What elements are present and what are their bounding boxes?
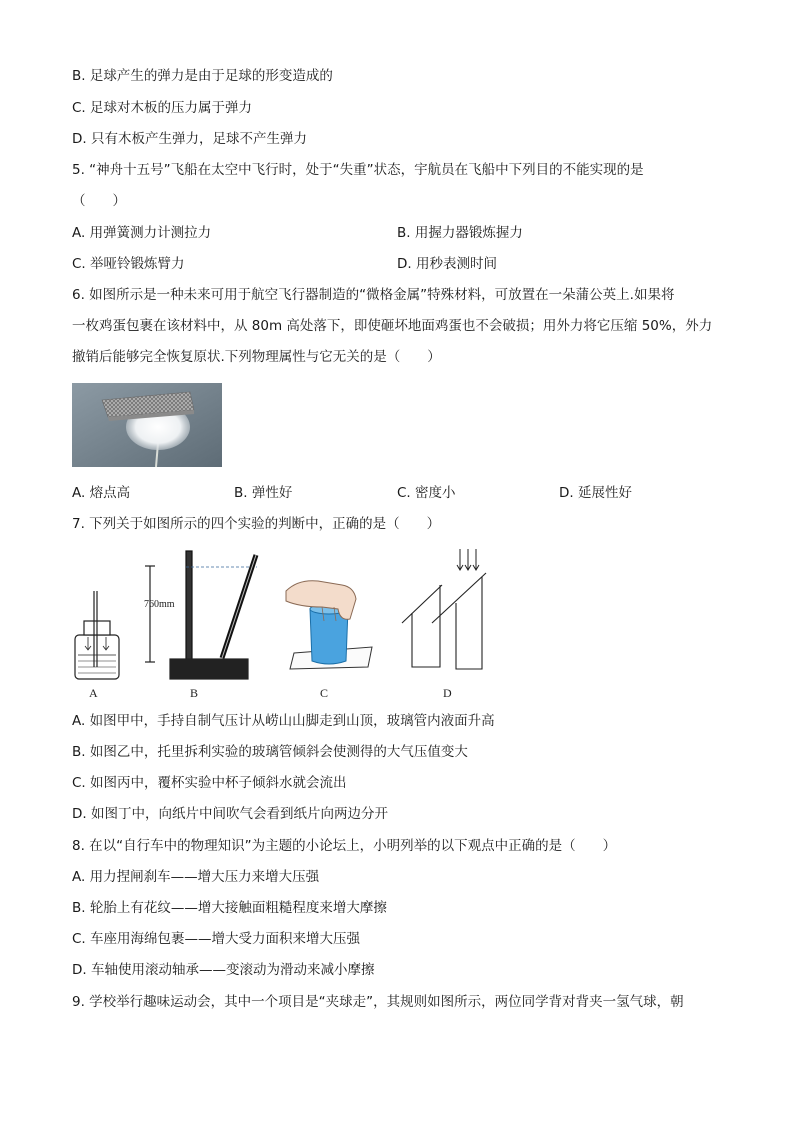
q4-option-c: C. 足球对木板的压力属于弹力 (72, 100, 253, 116)
q6-option-a: A. 熔点高 (72, 485, 131, 501)
q6-stem-line2: 一枚鸡蛋包裹在该材料中，从 80m 高处落下，即使砸坏地面鸡蛋也不会破损；用外力将它压缩 50%，外力 (72, 318, 713, 334)
q7-option-d: D. 如图丁中，向纸片中间吹气会看到纸片向两边分开 (72, 806, 388, 822)
q5-option-a: A. 用弹簧测力计测拉力 (72, 225, 212, 241)
q7-experiments-figure (72, 545, 512, 705)
q5-option-d: D. 用秒表测时间 (397, 256, 497, 272)
q6-stem-line1: 6. 如图所示是一种未来可用于航空飞行器制造的“微格金属”特殊材料，可放置在一朵蒲公英上.如果将 (72, 287, 675, 303)
q6-stem-line3: 撤销后能够完全恢复原状.下列物理属性与它无关的是（ ） (72, 349, 441, 365)
q8-option-c: C. 车座用海绵包裹——增大受力面积来增大压强 (72, 931, 361, 947)
q7-option-c: C. 如图丙中，覆杯实验中杯子倾斜水就会流出 (72, 775, 347, 791)
q4-option-d: D. 只有木板产生弹力，足球不产生弹力 (72, 131, 307, 147)
q5-option-b: B. 用握力器锻炼握力 (397, 225, 523, 241)
q6-option-c: C. 密度小 (397, 485, 456, 501)
q9-stem: 9. 学校举行趣味运动会，其中一个项目是“夹球走”，其规则如图所示，两位同学背对背夹一氢气球，朝 (72, 994, 684, 1010)
q5-stem: 5. “神舟十五号”飞船在太空中飞行时，处于“失重”状态，宇航员在飞船中下列目的不能实现的是 (72, 162, 644, 178)
barometer-bottle-diagram (75, 591, 119, 679)
fig-label-c: C (320, 686, 329, 700)
q8-option-a: A. 用力捏闸刹车——增大压力来增大压强 (72, 869, 320, 885)
fig-label-b: B (190, 686, 199, 700)
q6-option-d: D. 延展性好 (559, 485, 632, 501)
fig-label-d: D (443, 686, 452, 700)
torricelli-tube-diagram (145, 551, 257, 679)
q8-option-b: B. 轮胎上有花纹——增大接触面粗糙程度来增大摩擦 (72, 900, 387, 916)
q7-stem: 7. 下列关于如图所示的四个实验的判断中，正确的是（ ） (72, 516, 441, 532)
q8-stem: 8. 在以“自行车中的物理知识”为主题的小论坛上，小明列举的以下观点中正确的是（ ） (72, 838, 617, 854)
q4-option-b: B. 足球产生的弹力是由于足球的形变造成的 (72, 68, 333, 84)
paper-sheets-blowing-diagram (402, 549, 486, 669)
fig-label-a: A (89, 686, 98, 700)
overturned-cup-diagram (286, 581, 372, 669)
q7-option-a: A. 如图甲中，手持自制气压计从崂山山脚走到山顶，玻璃管内液面升高 (72, 713, 495, 729)
fig-label-760mm: 760mm (144, 599, 175, 610)
q6-option-b: B. 弹性好 (234, 485, 293, 501)
q5-bracket: （ ） (72, 193, 126, 209)
q7-option-b: B. 如图乙中，托里拆利实验的玻璃管倾斜会使测得的大气压值变大 (72, 744, 468, 760)
micro-lattice-dandelion-photo (72, 383, 222, 467)
q5-option-c: C. 举哑铃锻炼臂力 (72, 256, 185, 272)
q8-option-d: D. 车轴使用滚动轴承——变滚动为滑动来减小摩擦 (72, 962, 375, 978)
